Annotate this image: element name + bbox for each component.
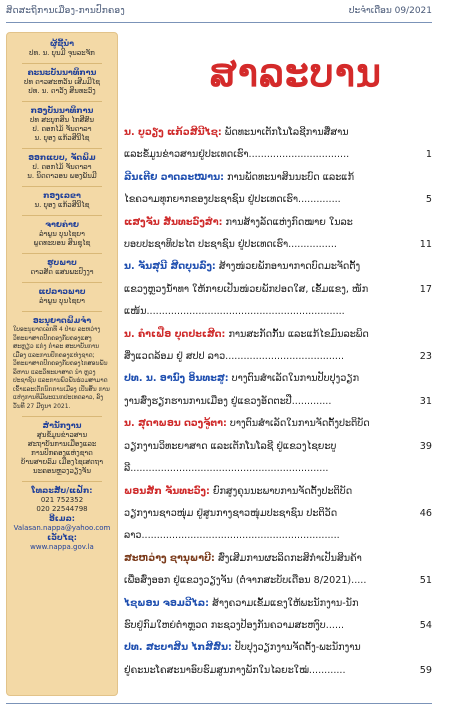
sidebar-divider	[22, 416, 102, 417]
toc-article-title-continued: ແຂວງຫຼວງນ້ຳທາ ໃຫ້ກາຍເປັນໜ່ວຍພັກປອດໃສ, ເຂັ້ມແຂງ, ໜັກແໜ້ນ.................................................................	[124, 283, 369, 318]
toc-article-title-continued: ຮົບຢູ່ກົມໃຫຍ່ຕຳຫຼວດ ກະຊວງປ້ອງກັນຄວາມສະຫງົບ......	[124, 619, 345, 631]
office-address	[9, 431, 115, 476]
toc-article-title: ສົ່ງເສີມການຜະລິດກະສິກຳເປັນສິນຄ້າ	[217, 552, 362, 564]
sidebar-divider	[22, 186, 102, 187]
masthead-group	[9, 220, 115, 248]
sidebar-divider	[22, 253, 102, 254]
masthead-group-title: ແປລາວພາບ	[38, 287, 86, 296]
masthead-name: ນ. ບຸອງ ແກ້ວສີນີໄຊ	[34, 201, 90, 209]
license-section	[9, 316, 115, 411]
toc-entry[interactable]	[124, 256, 432, 323]
toc-article-title-continued: ສິ່ງແວດລ້ອມ ຢູ່ ສປປ ລາວ.......................................	[124, 351, 345, 363]
masthead-group-title: ຮູບພາບ	[47, 258, 77, 267]
toc-author: ລີນເຕີຍ ວາດລະໝານ:	[124, 171, 224, 183]
toc-entry[interactable]	[124, 368, 432, 413]
masthead-group	[9, 39, 115, 58]
office-address-line: ສະຖາບັນການເມືອງແລະ	[27, 440, 97, 448]
issue-date: ປະຈຳເດືອນ 09/2021	[348, 6, 432, 16]
masthead-name: ປ. ດອກໄມ້ ຈັນດາລາ	[32, 163, 92, 171]
office-address-line: ບ້ານສາຍລົມ ເມືອງໄຊເສດຖາ	[20, 458, 104, 466]
office-address-line: ສູນຂໍ້ມູນຂ່າວສານ	[36, 431, 88, 439]
toc-page-number: 17	[419, 283, 432, 295]
toc-article-title-continued: ບອບປະຊາທິປະໄຕ ປະຊາຊົນ ຢູ່ປະເທດເຮົາ................	[124, 239, 337, 251]
toc-author: ປທ. ນ. ອານົງ ອິນທະສູ:	[124, 373, 229, 385]
office-address-line: ນະຄອນຫຼວງວຽງຈັນ	[33, 467, 91, 475]
toc-page-number: 23	[419, 351, 432, 363]
publication-name: ສິດສະຖິການເມືອງ-ການປົກຄອງ	[6, 6, 125, 16]
masthead-group-title: ຄະນະບັນນາທິການ	[27, 68, 97, 77]
phone-number: 021 752352	[40, 496, 84, 504]
masthead-name: ພູດທະບອນ ສິນຊຸໄຊ	[33, 239, 91, 247]
masthead-name: ປທ ສະບູກສິນ ໄກສີສົນ	[30, 116, 94, 124]
sidebar-divider	[22, 63, 102, 64]
email-address[interactable]: Valasan.nappa@yahoo.com	[13, 524, 111, 532]
sidebar-divider	[22, 311, 102, 312]
toc-article-title: ສ້າງຄວາມເຂັ້ມແຂງໃຫ້ພະນັກງານ-ນັກ	[212, 597, 359, 609]
masthead-name: ປທ. ນ. ດາວັງ ສິນທະວົງ	[28, 87, 96, 95]
toc-entry[interactable]	[124, 122, 432, 167]
toc-article-title: ບາງຕົນສຳເລັດໃນການຈັດຕັ້ງປະຕິບັດ	[229, 418, 370, 430]
masthead-name: ນ. ນິດດາວອນ ພອງພັນມີ	[27, 172, 97, 180]
masthead-group	[9, 191, 115, 210]
toc-page-number: 59	[419, 664, 432, 676]
toc-author: ນ. ຄຳເຟືອ ບຸດປະເສີດ:	[124, 328, 226, 340]
masthead-group	[9, 106, 115, 143]
toc-page-number: 31	[419, 395, 432, 407]
table-of-contents	[124, 122, 432, 682]
masthead-name: ດາວສັດ ແສນພະປົງງາ	[30, 268, 94, 276]
toc-entry[interactable]	[124, 167, 432, 212]
website-label: ເວັບໄຊ:	[47, 533, 77, 542]
toc-article-title-continued: ໄຂຄວາມທຸກຍາກຂອງປະຊາຊົນ ຢູ່ປະເທດເຮົາ..............	[124, 194, 341, 206]
masthead-group	[9, 68, 115, 96]
masthead-group-title: ກອງບັນນາທິການ	[30, 106, 94, 115]
toc-author: ນ. ສຸດາພອນ ດວງຈູ້ຕາ:	[124, 418, 227, 430]
email-label: ອີເມລ:	[49, 514, 75, 523]
masthead-name: ລຳພູນ ບຸນໄຊຍາ	[39, 230, 85, 238]
toc-entry[interactable]	[124, 481, 432, 548]
license-title: ອະນຸຍາດພິມຈຳ	[32, 316, 92, 325]
page-header	[0, 0, 454, 24]
phone-label: ໂທລະສັບ/ແຟັກ:	[31, 486, 93, 495]
masthead-group	[9, 153, 115, 181]
masthead-group-title: ອອກແບບ, ຈັດພິມ	[28, 153, 96, 162]
toc-entry[interactable]	[124, 548, 432, 593]
toc-page-number: 1	[425, 149, 432, 161]
toc-page-number: 5	[425, 194, 432, 206]
sidebar-divider	[22, 101, 102, 102]
toc-article-title-continued: ວຽກງານຊາວໜຸ່ມ ຢູ່ສູນກາງຊາວໜຸ່ມປະຊາຊົນ ປະຕິວັດລາວ.................................................................	[124, 507, 340, 542]
toc-entry[interactable]	[124, 212, 432, 257]
toc-page-number: 39	[419, 440, 432, 452]
contact-section	[9, 486, 115, 552]
masthead-group-title: ກອງເລຂາ	[43, 191, 81, 200]
website-link[interactable]: www.nappa.gov.la	[30, 543, 94, 551]
toc-page-number: 11	[419, 239, 432, 251]
office-title: ສຳນັກງານ	[42, 421, 82, 430]
sidebar-divider	[22, 215, 102, 216]
license-text: ໃບອະນຸຍາດເລກທີ 4 ປ່າຍ ລະຫວ່າງ ວິທະຍາສາດປົກຄອງກັບຄອງແສງສະຫຼຽວ ແກ່ງ ກຳລະ ສະບາບັນການເມືອງ ແລະການປົກຄອງແຫ່ງຊາດ; ວິທະຍາສາດປົກຄອງກັບຄອງໄກສອນພັນລິຫານ ແລະວິທະຍາສາດ ນຳ ຫຼວງປະຊາຊົນ ແລະການພົວພັນຮ່ວມສາມາດເຂົ້າແລະເຕັກນິກການເມືອງ ເປັນສິ້ນ ການ ແຫ່ງການທິມີພະແນກປະເທດລາວ, ລົງວັນທີ 27 ມີຖຸນາ 2021.	[13, 326, 110, 410]
toc-entry[interactable]	[124, 593, 432, 638]
toc-page-number: 51	[419, 575, 432, 587]
toc-author: ສະຫວ່າງ ຊານຸພາບີ:	[124, 552, 215, 564]
sidebar-divider	[22, 282, 102, 283]
toc-author: ປທ. ສະບາສິນ ໄກສີສົນ:	[124, 642, 232, 654]
toc-article-title: ບາງຕົນສຳເລັດໃນການປັບປຸງວຽກ	[231, 373, 360, 385]
sidebar-divider	[22, 148, 102, 149]
toc-author: ນ. ບູວຽງ ແກ້ວສີນີໄຊ:	[124, 127, 222, 138]
masthead-name: ລຳພູນ ບຸນໄຊຍາ	[39, 297, 85, 305]
masthead-group	[9, 287, 115, 306]
toc-article-title-continued: ວຽກງານວິທະຍາສາດ ແລະເຕັກໂນໂລຊີ ຢູ່ແຂວງໄຊຍະບູລີ.................................................................	[124, 440, 337, 475]
masthead-name: ປທ. ນ. ບຸນມີ ຈຸນລະຈັກ	[29, 49, 95, 57]
masthead-name: ນ. ບຸອງ ແກ້ວສີນີໄຊ	[34, 134, 90, 142]
phone-number: 020 22544798	[36, 505, 88, 513]
toc-author: ແສງຈັນ ສັນທະວົງສໍາ:	[124, 216, 223, 228]
toc-author: ນ. ຈັນສຸນີ ສີດບຸນລົງ:	[124, 261, 216, 273]
toc-article-title-continued: ງານສົ່ງຮຽກຮານການເມືອງ ຢູ່ແຂວງອັດຕະປື.............	[124, 395, 332, 407]
toc-article-title: ການສະກັດກັ້ນ ແລະແກ້ໄຂມົນລະພິດ	[228, 328, 369, 340]
toc-entry[interactable]	[124, 637, 432, 682]
sidebar-divider	[22, 481, 102, 482]
office-section	[9, 421, 115, 476]
header-divider	[6, 22, 432, 23]
masthead-group-title: ຈາຍຄ່າຍ	[45, 220, 79, 229]
toc-article-title-continued: ເພື່ອສົ່ງອອກ ຢູ່ແຂວງວຽງຈັນ (ຕໍ່ຈາກສະບັບເດືອນ 8/2021).....	[124, 575, 367, 587]
masthead-name: ປທ ດາວສະຫວັນ ເສີມມີໄຊ	[23, 78, 100, 86]
toc-article-title-continued: ແລະຂໍ້ມູນຂ່າວສານຢູ່ປະເທດເຮົາ.................................	[124, 149, 350, 161]
toc-article-title: ປັບປຸງວຽກງານຈັດຕັ້ງ-ພະນັກງານ	[234, 642, 361, 654]
toc-article-title-continued: ຢູ່ຄະນະໂຄສະນາອົບຮົມສູນກາງພັກໃນໄລຍະໃໝ່............	[124, 664, 346, 676]
toc-entry[interactable]	[124, 413, 432, 480]
masthead-sidebar	[6, 32, 118, 696]
toc-page-number: 46	[419, 507, 432, 519]
masthead-group	[9, 258, 115, 277]
footer-divider	[6, 703, 432, 704]
toc-entry[interactable]	[124, 324, 432, 369]
toc-article-title: ການພັດທະນາສິນນະບົດ ແລະແກ້	[227, 171, 355, 183]
page-title: ສາລະບານ	[209, 50, 383, 95]
toc-author: ພອນສັກ ຈັນທະວົງ:	[124, 485, 210, 497]
toc-article-title: ຍົກສູງຄຸນນະພາບການຈັດຕັ້ງປະຕິບັດ	[212, 485, 353, 497]
toc-article-title: ພັດທະນາເຕັກໂນໂລຊີການສື່ສານ	[224, 127, 349, 138]
office-address-line: ການປົກຄອງແຫ່ງຊາດ	[31, 449, 93, 457]
masthead-group-title: ຜູ້ຊີ້ນຳ	[49, 39, 75, 48]
toc-author: ໄຊພອນ ຈອມວີໄລ:	[124, 597, 210, 609]
toc-page-number: 54	[419, 619, 432, 631]
masthead-groups	[9, 39, 115, 312]
masthead-name: ປ. ດອກໄມ້ ຈັນດາລາ	[32, 125, 92, 133]
toc-article-title: ສ້າງໜ່ວຍພັກອານາກາດບົດມະຈັດຕັ້ງ	[218, 261, 361, 273]
toc-article-title: ການສ້າງລັດແຫ່ງກົດໝາຍ ໃນລະ	[225, 216, 353, 228]
